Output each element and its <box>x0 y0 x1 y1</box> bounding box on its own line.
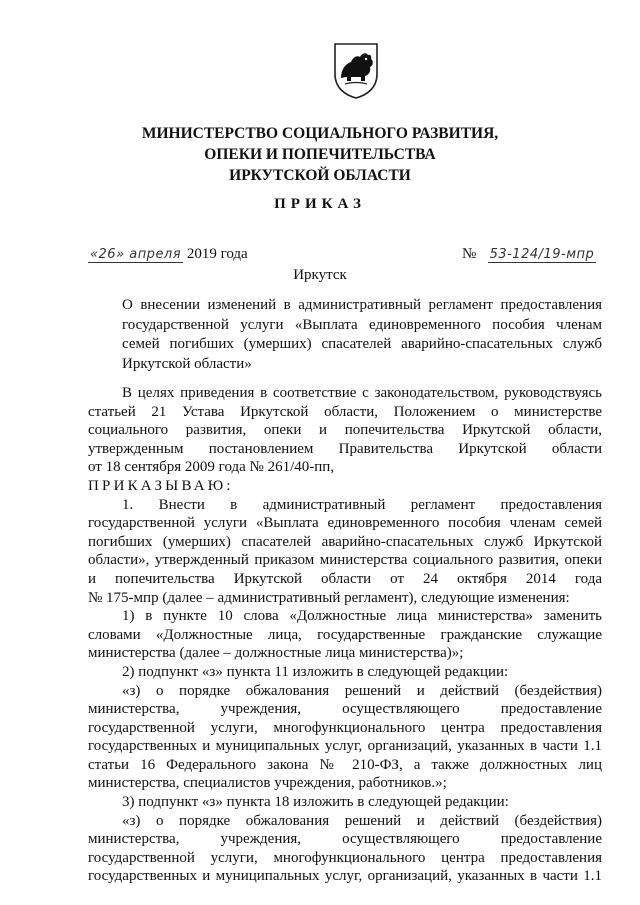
coat-of-arms-icon <box>331 40 381 100</box>
subject-line: семей погибших (умерших) спасателей аварийно-спасательных служб <box>122 336 602 352</box>
ministry-line: МИНИСТЕРСТВО СОЦИАЛЬНОГО РАЗВИТИЯ, <box>141 125 499 142</box>
body-line: и попечительства Иркутской области от 24 октября 2014 года <box>88 570 602 587</box>
document-type: ПРИКАЗ <box>274 196 366 212</box>
body-line: словами «Должностные лица, государственные гражданские служащие <box>88 626 602 643</box>
body-line: «з) о порядке обжалования решений и действий (бездействия) <box>122 682 602 699</box>
body-line: государственной услуги «Выплата единовременного пособия членам семей <box>88 515 602 532</box>
body-line: государственных и муниципальных услуг, организаций, указанных в части 1.1 <box>88 868 602 885</box>
body-line: министерства, учреждения, осуществляющего предоставление <box>88 831 602 848</box>
body-line: министерства, специалистов учреждения, работников.»; <box>88 775 447 792</box>
document-body <box>88 384 602 886</box>
body-line: области», утвержденный приказом министерства социального развития, опеки <box>88 552 602 569</box>
body-line: от 18 сентября 2009 года № 261/40-пп, <box>88 459 335 476</box>
body-line: государственных и муниципальных услуг, организаций, указанных в части 1.1 <box>88 738 602 755</box>
ministry-line: ИРКУТСКОЙ ОБЛАСТИ <box>229 167 411 184</box>
order-word: ПРИКАЗЫВАЮ: <box>88 477 234 494</box>
body-line: В целях приведения в соответствие с законодательством, руководствуясь <box>122 385 602 401</box>
body-line: статьи 16 Федерального закона № 210-ФЗ, а также должностных лиц <box>88 756 602 773</box>
body-line: 3) подпункт «з» пункта 18 изложить в следующей редакции: <box>122 794 509 811</box>
body-line: государственной услуги, многофункционального центра предоставления <box>88 719 602 736</box>
body-line: утвержденным постановлением Правительства Иркутской области <box>88 440 602 457</box>
body-line: погибших (умерших) спасателей аварийно-спасательных служб Иркутской <box>88 533 602 550</box>
subject-line: государственной услуги «Выплата единовременного пособия членам <box>122 316 602 333</box>
city: Иркутск <box>293 267 347 283</box>
body-line: социального развития, опеки и попечительства Иркутской области, <box>88 422 602 439</box>
document-number <box>462 246 596 263</box>
body-line: 1. Внести в административный регламент предоставления <box>122 496 602 513</box>
date-year: 2019 года <box>186 246 248 262</box>
body-line: 2) подпункт «з» пункта 11 изложить в следующей редакции: <box>122 663 509 680</box>
handwritten-date: «26» апреля <box>90 247 182 262</box>
subject-line: Иркутской области» <box>122 355 252 372</box>
body-line: статьей 21 Устава Иркутской области, Положением о министерстве <box>88 403 602 420</box>
body-line: 1) в пункте 10 слова «Должностные лица министерства» заменить <box>122 608 602 625</box>
handwritten-number: 53-124/19-мпр <box>489 247 595 262</box>
body-line: министерства (далее – должностные лица министерства)»; <box>88 645 464 662</box>
document-subject <box>122 296 602 374</box>
body-line: «з) о порядке обжалования решений и действий (бездействия) <box>122 812 602 829</box>
ministry-name <box>0 123 640 186</box>
body-line: государственной услуги, многофункционального центра предоставления <box>88 849 602 866</box>
number-label: № <box>462 246 477 262</box>
subject-line: О внесении изменений в административный регламент предоставления <box>122 297 602 313</box>
ministry-line: ОПЕКИ И ПОПЕЧИТЕЛЬСТВА <box>204 146 436 163</box>
body-line: № 175-мпр (далее – административный регламент), следующие изменения: <box>88 589 570 606</box>
document-date <box>88 246 248 263</box>
body-line: министерства, учреждения, осуществляющего предоставление <box>88 701 602 718</box>
